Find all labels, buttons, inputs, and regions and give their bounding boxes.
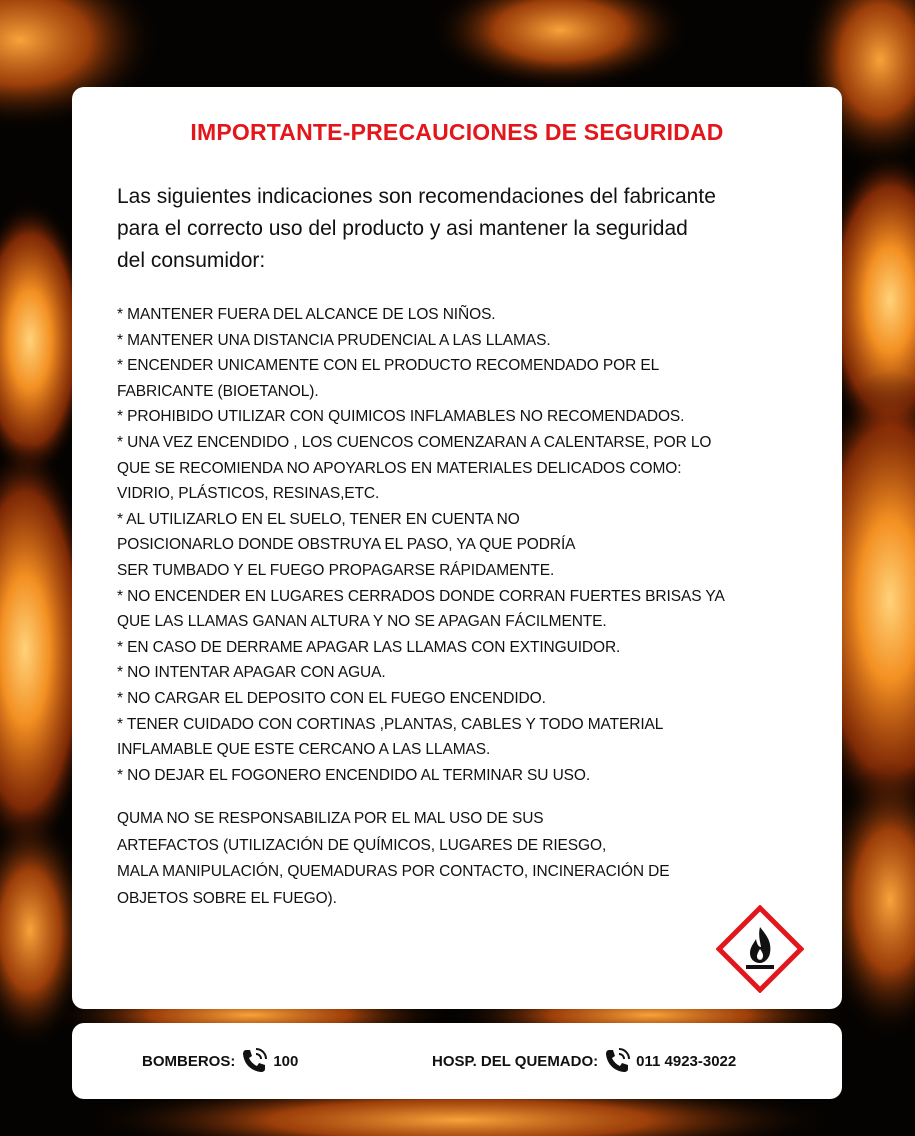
- rule-line: * NO INTENTAR APAGAR CON AGUA.: [117, 664, 386, 682]
- phone-icon: [239, 1046, 269, 1076]
- rule-line: * NO ENCENDER EN LUGARES CERRADOS DONDE CORRAN FUERTES BRISAS YA: [117, 587, 725, 605]
- safety-card: [72, 87, 842, 1009]
- bomberos-contact: [142, 1023, 298, 1099]
- intro-line: del consumidor:: [117, 249, 266, 272]
- rule-line: * ENCENDER UNICAMENTE CON EL PRODUCTO RECOMENDADO POR EL: [117, 357, 660, 375]
- disclaimer-line: QUMA NO SE RESPONSABILIZA POR EL MAL USO DE SUS: [117, 810, 544, 827]
- disclaimer-paragraph: [117, 806, 817, 912]
- bomberos-label: BOMBEROS:: [142, 1052, 236, 1070]
- intro-line: Las siguientes indicaciones son recomendaciones del fabricante: [117, 185, 716, 208]
- bomberos-number: 100: [273, 1052, 299, 1070]
- intro-paragraph: [117, 181, 807, 277]
- disclaimer-line: OBJETOS SOBRE EL FUEGO).: [117, 889, 337, 907]
- hospital-label: HOSP. DEL QUEMADO:: [432, 1052, 599, 1070]
- rule-line: QUE LAS LLAMAS GANAN ALTURA Y NO SE APAGAN FÁCILMENTE.: [117, 613, 607, 631]
- rule-line: * NO DEJAR EL FOGONERO ENCENDIDO AL TERMINAR SU USO.: [117, 766, 591, 784]
- disclaimer-line: MALA MANIPULACIÓN, QUEMADURAS POR CONTACTO, INCINERACIÓN DE: [117, 863, 670, 880]
- rule-line: SER TUMBADO Y EL FUEGO PROPAGARSE RÁPIDAMENTE.: [117, 561, 555, 579]
- rule-line: * EN CASO DE DERRAME APAGAR LAS LLAMAS CON EXTINGUIDOR.: [117, 638, 621, 656]
- flammable-hazard-icon: [716, 905, 804, 993]
- emergency-footer: [72, 1023, 842, 1099]
- rule-line: * MANTENER FUERA DEL ALCANCE DE LOS NIÑOS.: [117, 306, 496, 323]
- page-title: IMPORTANTE-PRECAUCIONES DE SEGURIDAD: [190, 119, 724, 145]
- intro-line: para el correcto uso del producto y asi mantener la seguridad: [117, 217, 688, 240]
- rule-line: QUE SE RECOMIENDA NO APOYARLOS EN MATERIALES DELICADOS COMO:: [117, 459, 682, 477]
- rule-line: * NO CARGAR EL DEPOSITO CON EL FUEGO ENCENDIDO.: [117, 689, 546, 707]
- phone-icon: [602, 1046, 632, 1076]
- rule-line: * UNA VEZ ENCENDIDO , LOS CUENCOS COMENZARAN A CALENTARSE, POR LO: [117, 433, 712, 451]
- disclaimer-line: ARTEFACTOS (UTILIZACIÓN DE QUÍMICOS, LUGARES DE RIESGO,: [117, 836, 607, 854]
- rule-line: * TENER CUIDADO CON CORTINAS ,PLANTAS, CABLES Y TODO MATERIAL: [117, 715, 664, 733]
- hospital-contact: [432, 1023, 736, 1099]
- rule-line: VIDRIO, PLÁSTICOS, RESINAS,ETC.: [117, 485, 380, 503]
- rule-line: * MANTENER UNA DISTANCIA PRUDENCIAL A LAS LLAMAS.: [117, 331, 551, 349]
- rule-line: POSICIONARLO DONDE OBSTRUYA EL PASO, YA QUE PODRÍA: [117, 536, 576, 554]
- hospital-number: 011 4923-3022: [636, 1052, 737, 1070]
- rule-line: * PROHIBIDO UTILIZAR CON QUIMICOS INFLAMABLES NO RECOMENDADOS.: [117, 408, 685, 426]
- rule-line: INFLAMABLE QUE ESTE CERCANO A LAS LLAMAS.: [117, 741, 491, 759]
- rule-line: * AL UTILIZARLO EN EL SUELO, TENER EN CUENTA NO: [117, 510, 520, 528]
- rule-line: FABRICANTE (BIOETANOL).: [117, 382, 319, 400]
- safety-rules-list: [117, 302, 817, 788]
